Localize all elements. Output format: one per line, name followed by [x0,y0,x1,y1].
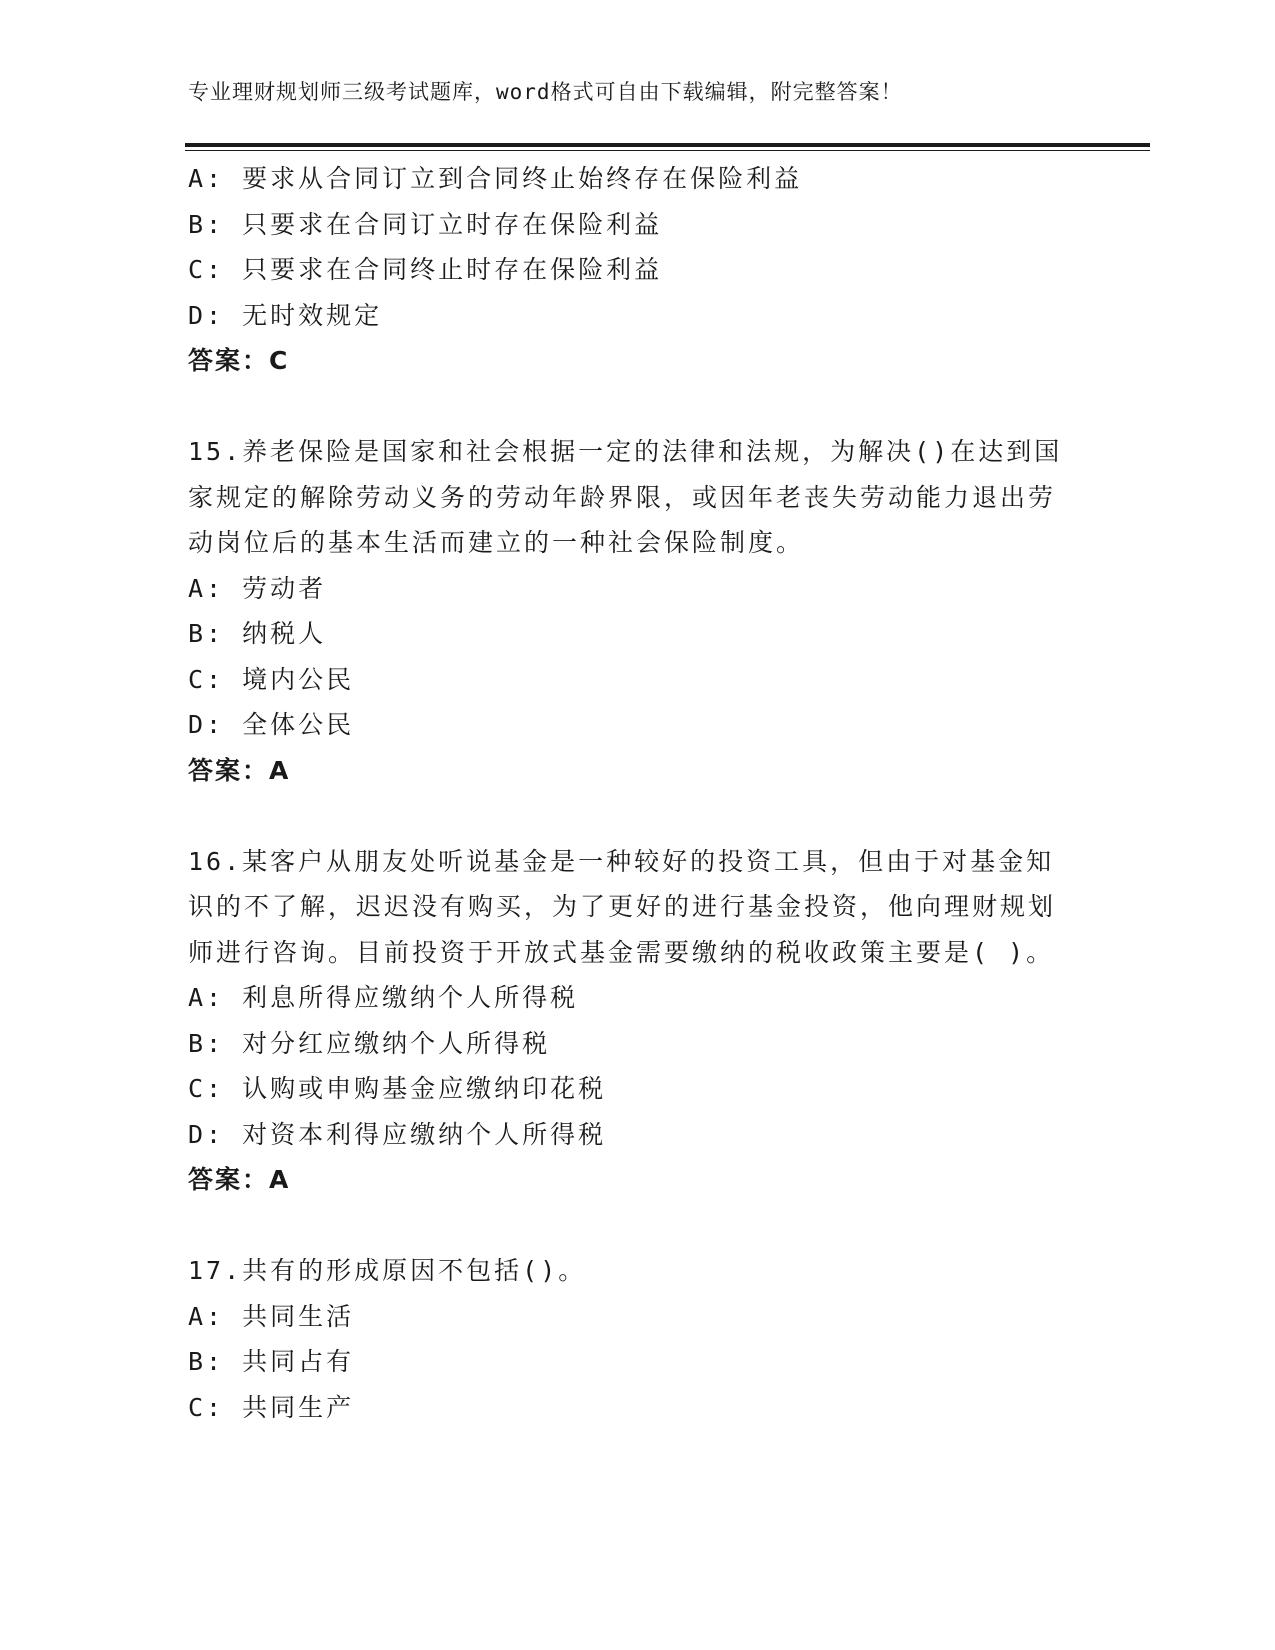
question-content [188,156,1068,1430]
option-b: B: 只要求在合同订立时存在保险利益 [188,209,663,239]
option-d: D: 无时效规定 [188,300,383,330]
question-15 [188,429,1068,793]
option-a: A: 劳动者 [188,573,327,603]
option-b: B: 共同占有 [188,1347,355,1376]
question-16 [188,839,1068,1203]
option-a: A: 共同生活 [188,1301,355,1331]
question-stem: 16.某客户从朋友处听说基金是一种较好的投资工具，但由于对基金知识的不了解，迟迟没有购买，为了更好的进行基金投资，他向理财规划师进行咨询。目前投资于开放式基金需要缴纳的税收政策主要是( )。 [188,846,1057,967]
spacer [188,1203,1068,1249]
option-a: A: 要求从合同订立到合同终止始终存在保险利益 [188,164,803,193]
question-stem: 17.共有的形成原因不包括()。 [188,1256,587,1285]
answer: 答案：A [188,755,291,785]
question-14 [188,156,1068,384]
question-stem: 15.养老保险是国家和社会根据一定的法律和法规，为解决()在达到国家规定的解除劳动义务的劳动年龄界限，或因年老丧失劳动能力退出劳动岗位后的基本生活而建立的一种社会保险制度。 [188,437,1063,557]
question-17 [188,1248,1068,1430]
header-rule-thin [185,150,1150,151]
header-rule-thick [185,143,1150,147]
option-d: D: 对资本利得应缴纳个人所得税 [188,1119,607,1149]
option-d: D: 全体公民 [188,710,355,739]
option-c: C: 认购或申购基金应缴纳印花税 [188,1074,607,1103]
answer: 答案：C [188,346,290,375]
option-c: C: 境内公民 [188,664,355,694]
spacer [188,793,1068,839]
answer: 答案：A [188,1165,291,1194]
option-a: A: 利息所得应缴纳个人所得税 [188,983,579,1012]
option-c: C: 只要求在合同终止时存在保险利益 [188,255,663,284]
spacer [188,384,1068,430]
option-c: C: 共同生产 [188,1392,355,1422]
page-header: 专业理财规划师三级考试题库，word格式可自由下载编辑，附完整答案！ [188,80,903,104]
option-b: B: 纳税人 [188,619,327,648]
option-b: B: 对分红应缴纳个人所得税 [188,1028,551,1058]
